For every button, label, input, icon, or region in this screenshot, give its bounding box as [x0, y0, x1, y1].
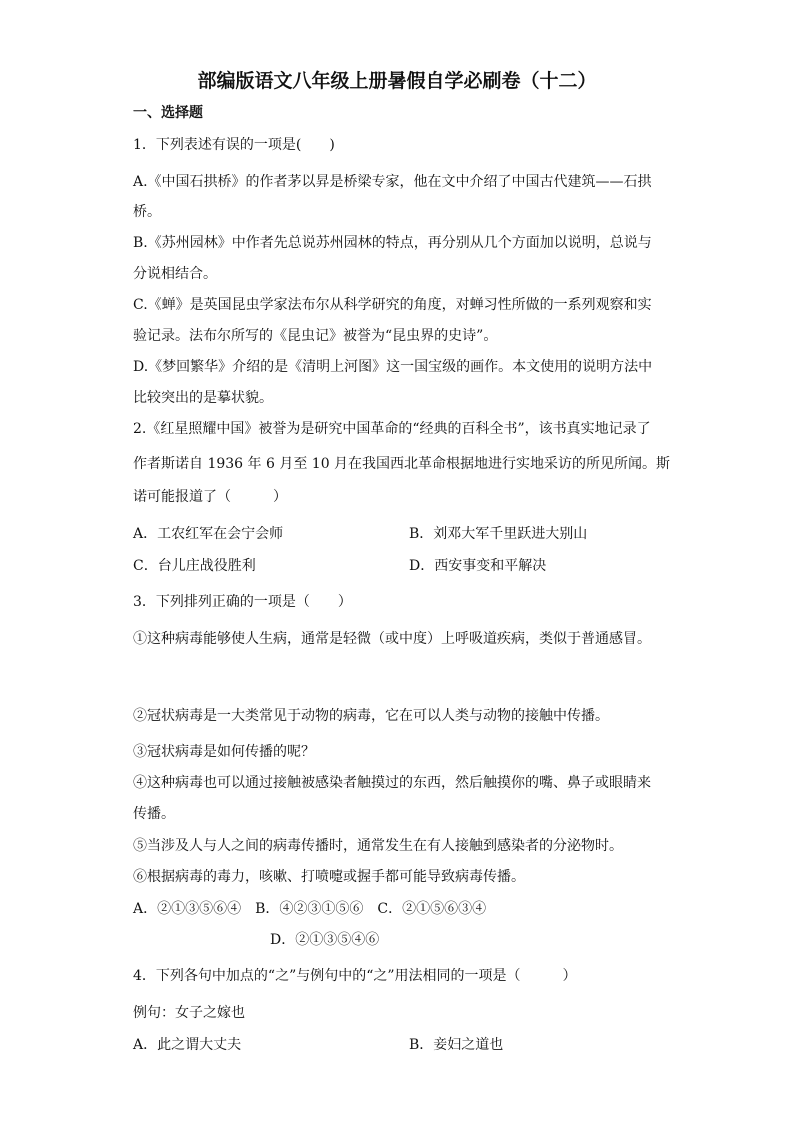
page-title: 部编版语文八年级上册暑假自学必刷卷（十二） — [197, 70, 597, 92]
q4-stem: 4．下列各句中加点的“之”与例句中的“之”用法相同的一项是（ ） — [133, 968, 577, 984]
q3-sentence-1: ①这种病毒能够使人生病，通常是轻微（或中度）上呼吸道疾病，类似于普通感冒。 — [133, 631, 651, 647]
q1-option-d-line1: D.《梦回繁华》介绍的是《清明上河图》这一国宝级的画作。本文使用的说明方法中 — [133, 359, 653, 375]
q2-option-b: B．刘邓大军千里跃进大别山 — [409, 526, 588, 542]
q1-option-a-line2: 桥。 — [133, 204, 161, 220]
q1-option-b-line2: 分说相结合。 — [133, 266, 217, 282]
q4-example: 例句：女子之嫁也 — [133, 1005, 245, 1021]
q2-option-c: C．台儿庄战役胜利 — [133, 558, 256, 574]
section-heading: 一、选择题 — [133, 105, 203, 121]
q1-option-c-line2: 验记录。法布尔所写的《昆虫记》被誉为“昆虫界的史诗”。 — [133, 328, 498, 344]
q3-sentence-2: ②冠状病毒是一大类常见于动物的病毒，它在可以人类与动物的接触中传播。 — [133, 708, 609, 724]
q2-stem-line1: 2.《红星照耀中国》被誉为是研究中国革命的“经典的百科全书”，该书真实地记录了 — [133, 421, 651, 437]
q3-sentence-3: ③冠状病毒是如何传播的呢？ — [133, 744, 315, 760]
q2-option-a: A．工农红军在会宁会师 — [133, 526, 284, 542]
q2-stem-line3: 诺可能报道了（ ） — [133, 489, 287, 505]
q3-sentence-4-line2: 传播。 — [133, 806, 175, 822]
q3-sentence-4-line1: ④这种病毒也可以通过接触被感染者触摸过的东西，然后触摸你的嘴、鼻子或眼睛来 — [133, 775, 651, 791]
q3-options-abc: A．②①③⑤⑥④ B．④②③①⑤⑥ C．②①⑤⑥③④ — [133, 901, 487, 917]
q1-option-a-line1: A.《中国石拱桥》的作者茅以昇是桥梁专家，他在文中介绍了中国古代建筑——石拱 — [133, 174, 652, 190]
q2-stem-line2: 作者斯诺自 1936 年 6 月至 10 月在我国西北革命根据地进行实地采访的所见所闻。斯 — [133, 456, 671, 472]
q3-stem: 3．下列排列正确的一项是（ ） — [133, 594, 352, 610]
q1-option-c-line1: C.《蝉》是英国昆虫学家法布尔从科学研究的角度，对蝉习性所做的一系列观察和实 — [133, 297, 652, 313]
q3-sentence-5: ⑤当涉及人与人之间的病毒传播时，通常发生在有人接触到感染者的分泌物时。 — [133, 838, 623, 854]
q1-option-d-line2: 比较突出的是摹状貌。 — [133, 390, 273, 406]
q1-stem: 1．下列表述有误的一项是( ) — [133, 137, 335, 153]
q1-option-b-line1: B.《苏州园林》中作者先总说苏州园林的特点，再分别从几个方面加以说明，总说与 — [133, 235, 652, 251]
q3-option-d: D．②①③⑤④⑥ — [270, 932, 380, 948]
q2-option-d: D．西安事变和平解决 — [409, 558, 547, 574]
q3-sentence-6: ⑥根据病毒的毒力，咳嗽、打喷嚏或握手都可能导致病毒传播。 — [133, 869, 525, 885]
q4-option-a: A．此之谓大丈夫 — [133, 1037, 242, 1053]
q4-option-b: B．妾妇之道也 — [409, 1037, 504, 1053]
